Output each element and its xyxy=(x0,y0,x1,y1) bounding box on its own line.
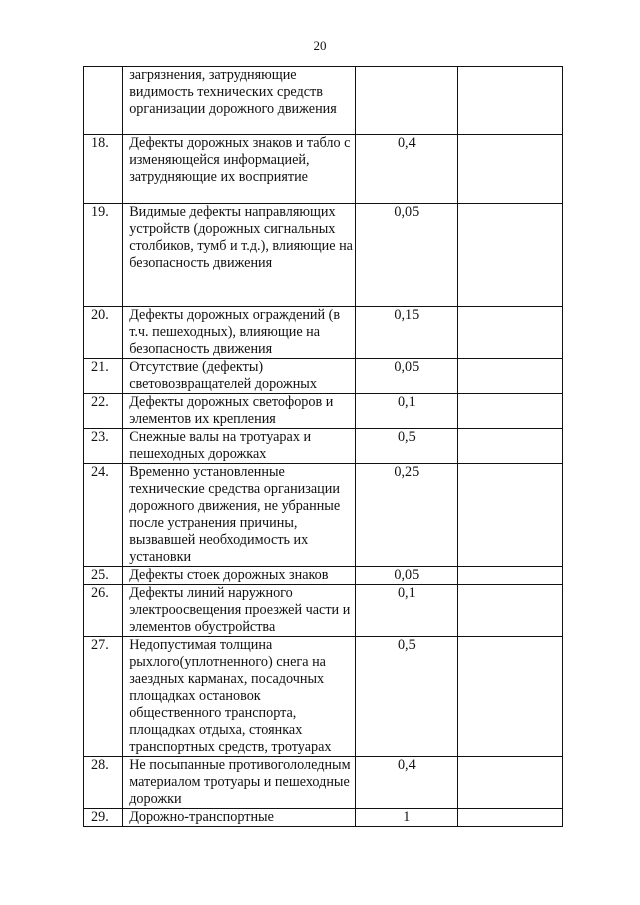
row-value xyxy=(356,67,458,135)
row-note xyxy=(458,585,563,637)
row-number: 24. xyxy=(84,464,123,567)
row-description: Временно установленные технические средства организации дорожного движения, не убранные после устранения причины, вызвавшей необходимость их установки xyxy=(123,464,356,567)
row-number xyxy=(84,67,123,135)
row-value: 0,05 xyxy=(356,204,458,307)
row-description: загрязнения, затрудняющие видимость технических средств организации дорожного движения xyxy=(123,67,356,135)
defects-table xyxy=(83,66,563,827)
row-note xyxy=(458,809,563,827)
row-description: Не посыпанные противогололедным материалом тротуары и пешеходные дорожки xyxy=(123,757,356,809)
row-description: Дефекты дорожных ограждений (в т.ч. пешеходных), влияющие на безопасность движения xyxy=(123,307,356,359)
row-value: 0,4 xyxy=(356,135,458,204)
row-note xyxy=(458,307,563,359)
row-number: 27. xyxy=(84,637,123,757)
row-value: 0,05 xyxy=(356,567,458,585)
row-note xyxy=(458,429,563,464)
row-note xyxy=(458,359,563,394)
row-number: 18. xyxy=(84,135,123,204)
table-row xyxy=(84,307,563,359)
row-number: 29. xyxy=(84,809,123,827)
row-number: 23. xyxy=(84,429,123,464)
table-row xyxy=(84,204,563,307)
table-row xyxy=(84,757,563,809)
row-description: Недопустимая толщина рыхлого(уплотненного) снега на заездных карманах, посадочных площадках остановок общественного транспорта, площадках отдыха, стоянках транспортных средств, тротуарах xyxy=(123,637,356,757)
row-number: 21. xyxy=(84,359,123,394)
row-note xyxy=(458,464,563,567)
row-number: 28. xyxy=(84,757,123,809)
row-description: Видимые дефекты направляющих устройств (дорожных сигнальных столбиков, тумб и т.д.), влияющие на безопасность движения xyxy=(123,204,356,307)
row-value: 0,25 xyxy=(356,464,458,567)
table-row xyxy=(84,135,563,204)
row-value: 0,05 xyxy=(356,359,458,394)
row-description: Отсутствие (дефекты) световозвращателей дорожных xyxy=(123,359,356,394)
row-note xyxy=(458,637,563,757)
row-note xyxy=(458,567,563,585)
row-note xyxy=(458,135,563,204)
row-number: 25. xyxy=(84,567,123,585)
row-number: 20. xyxy=(84,307,123,359)
row-number: 22. xyxy=(84,394,123,429)
row-note xyxy=(458,204,563,307)
page-number: 20 xyxy=(313,38,327,53)
row-value: 0,15 xyxy=(356,307,458,359)
row-description: Дефекты линий наружного электроосвещения проезжей части и элементов обустройства xyxy=(123,585,356,637)
table-row xyxy=(84,637,563,757)
row-description: Дорожно-транспортные xyxy=(123,809,356,827)
table-row xyxy=(84,567,563,585)
row-description: Дефекты дорожных светофоров и элементов их крепления xyxy=(123,394,356,429)
row-note xyxy=(458,394,563,429)
row-value: 0,4 xyxy=(356,757,458,809)
table-row xyxy=(84,429,563,464)
row-note xyxy=(458,67,563,135)
table-row xyxy=(84,464,563,567)
table-row xyxy=(84,359,563,394)
row-value: 0,1 xyxy=(356,394,458,429)
row-number: 19. xyxy=(84,204,123,307)
row-description: Снежные валы на тротуарах и пешеходных дорожках xyxy=(123,429,356,464)
table-row xyxy=(84,394,563,429)
row-number: 26. xyxy=(84,585,123,637)
table-row xyxy=(84,809,563,827)
row-value: 0,5 xyxy=(356,637,458,757)
row-value: 0,5 xyxy=(356,429,458,464)
row-note xyxy=(458,757,563,809)
row-description: Дефекты стоек дорожных знаков xyxy=(123,567,356,585)
row-value: 1 xyxy=(356,809,458,827)
row-value: 0,1 xyxy=(356,585,458,637)
table-row xyxy=(84,585,563,637)
table-row xyxy=(84,67,563,135)
row-description: Дефекты дорожных знаков и табло с изменяющейся информацией, затрудняющие их восприятие xyxy=(123,135,356,204)
